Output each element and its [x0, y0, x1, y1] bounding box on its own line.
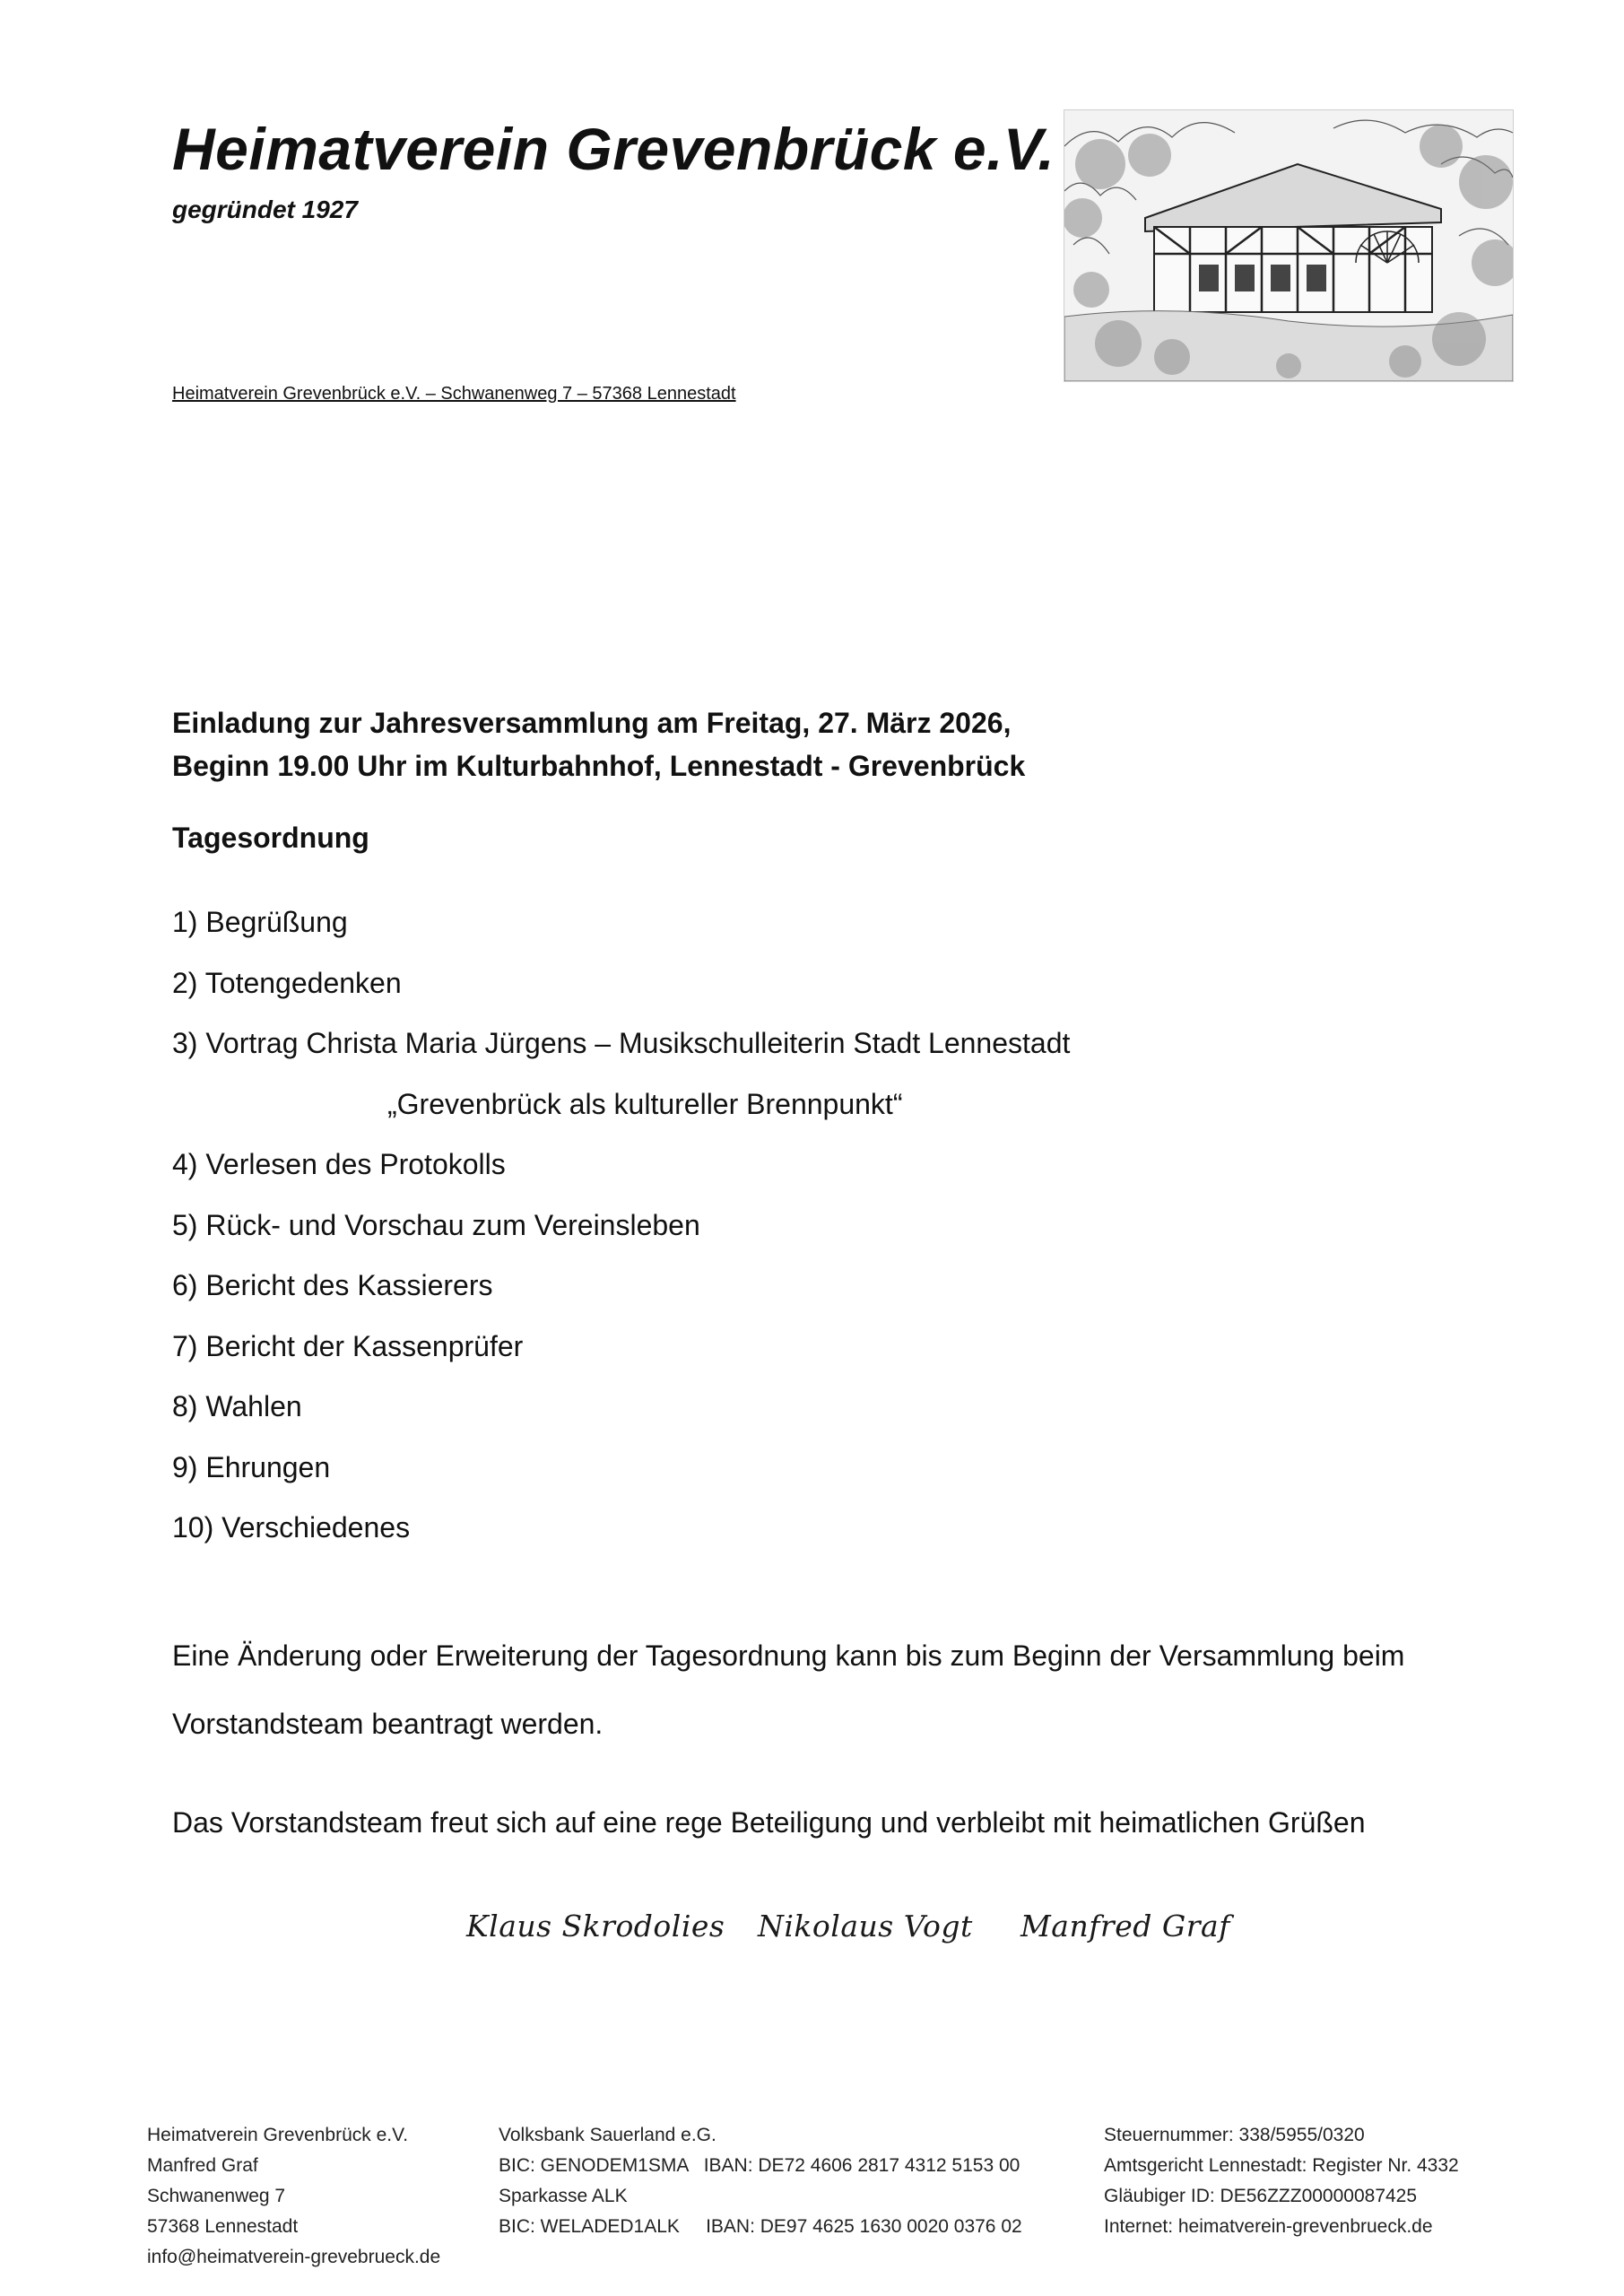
agenda-heading: Tagesordnung	[172, 822, 369, 854]
invitation-heading	[172, 701, 1025, 787]
footer-line: Amtsgericht Lennestadt: Register Nr. 4332	[1104, 2155, 1459, 2176]
footer-line: Sparkasse ALK	[499, 2186, 628, 2206]
signature: Manfred Graf	[1020, 1909, 1230, 1944]
footer-line: Volksbank Sauerland e.G.	[499, 2125, 716, 2145]
agenda-list	[172, 897, 1070, 1563]
footer-legal-column	[1104, 2120, 1459, 2242]
return-address-line: Heimatverein Grevenbrück e.V. – Schwanenweg 7 – 57368 Lennestadt	[172, 384, 736, 404]
footer-line: BIC: WELADED1ALK IBAN: DE97 4625 1630 0020 0376 02	[499, 2216, 1022, 2237]
footer-line: Manfred Graf	[147, 2155, 258, 2176]
invitation-line-2: Beginn 19.00 Uhr im Kulturbahnhof, Lennestadt - Grevenbrück	[172, 750, 1026, 782]
agenda-item-lecture-title: „Grevenbrück als kultureller Brennpunkt“	[387, 1087, 903, 1120]
footer-email[interactable]: info@heimatverein-grevebrueck.de	[147, 2247, 441, 2267]
footer-line: BIC: GENODEM1SMA IBAN: DE72 4606 2817 4312 5153 00	[499, 2155, 1020, 2176]
agenda-item: 8) Wahlen	[172, 1390, 302, 1422]
agenda-item: 4) Verlesen des Protokolls	[172, 1148, 506, 1180]
agenda-item: 1) Begrüßung	[172, 906, 348, 938]
footer-line: Gläubiger ID: DE56ZZZ00000087425	[1104, 2186, 1418, 2206]
agenda-item: 7) Bericht der Kassenprüfer	[172, 1329, 524, 1362]
footer-line: 57368 Lennestadt	[147, 2216, 299, 2237]
footer-line: Steuernummer: 338/5955/0320	[1104, 2125, 1365, 2145]
founded-subtitle: gegründet 1927	[172, 196, 358, 223]
invitation-line-1: Einladung zur Jahresversammlung am Freitag, 27. März 2026,	[172, 707, 1012, 739]
footer-contact-column	[147, 2120, 440, 2273]
footer-line: Schwanenweg 7	[147, 2186, 286, 2206]
closing-greeting: Das Vorstandsteam freut sich auf eine rege Beteiligung und verbleibt mit heimatlichen Grüßen	[172, 1806, 1366, 1839]
signature: Klaus Skrodolies	[466, 1909, 725, 1944]
agenda-item: 9) Ehrungen	[172, 1450, 331, 1483]
agenda-item: 6) Bericht des Kassierers	[172, 1269, 493, 1301]
footer-line: Heimatverein Grevenbrück e.V.	[147, 2125, 409, 2145]
signatures	[0, 1909, 1624, 1962]
footer-bank-column	[499, 2120, 1022, 2242]
amendment-note: Eine Änderung oder Erweiterung der Tagesordnung kann bis zum Beginn der Versammlung beim Vorstandsteam beantragt werden.	[172, 1639, 1405, 1740]
agenda-item: 5) Rück- und Vorschau zum Vereinsleben	[172, 1208, 700, 1241]
signature: Nikolaus Vogt	[758, 1909, 973, 1944]
organization-title: Heimatverein Grevenbrück e.V.	[172, 116, 1055, 182]
footer-website[interactable]: Internet: heimatverein-grevenbrueck.de	[1104, 2216, 1433, 2237]
half-timbered-house-sketch-image	[1064, 109, 1514, 382]
agenda-item: 2) Totengedenken	[172, 966, 402, 999]
agenda-item: 10) Verschiedenes	[172, 1511, 411, 1544]
agenda-item: 3) Vortrag Christa Maria Jürgens – Musikschulleiterin Stadt Lennestadt	[172, 1027, 1071, 1059]
